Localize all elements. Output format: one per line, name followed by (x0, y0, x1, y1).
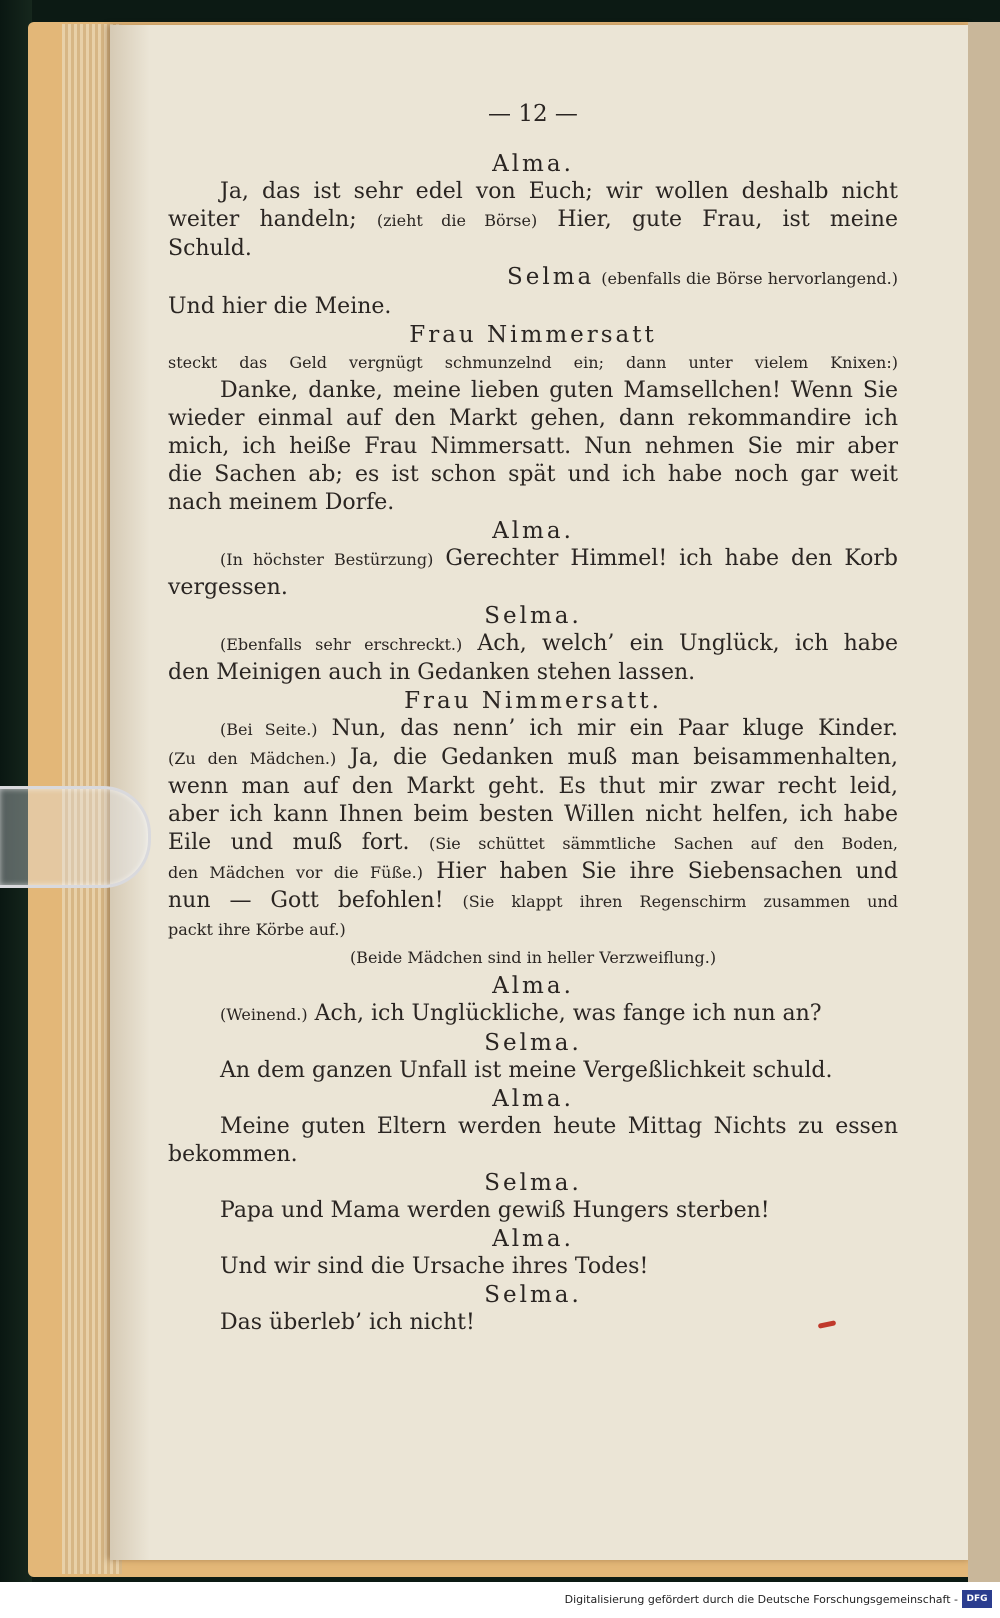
text-line (168, 858, 898, 887)
next-page-edge (968, 22, 1000, 1582)
text-line: Und wir sind die Ursache ihres Todes! (220, 1254, 649, 1279)
speaker-alma: Alma. (492, 973, 574, 999)
line-part: Ach, welch’ ein Unglück, ich habe (477, 631, 898, 656)
text-line: den Meinigen auch in Gedanken stehen lassen. (168, 660, 696, 685)
text-line: wenn man auf den Markt geht. Es thut mir zwar recht leid, (168, 774, 898, 799)
page-clip (0, 786, 151, 888)
line-part: Hier haben Sie ihre Siebensachen und (436, 859, 898, 884)
text-line: Das überleb’ ich nicht! (220, 1310, 475, 1335)
text-line: aber ich kann Ihnen beim besten Willen nicht helfen, ich habe (168, 802, 898, 827)
text-line (168, 1000, 898, 1029)
text-line: bekommen. (168, 1142, 298, 1167)
speaker-alma: Alma. (492, 151, 574, 177)
text-line (168, 744, 898, 773)
line-part: Hier, gute Frau, ist meine (557, 207, 898, 232)
speaker-frau-nimmersatt: Frau Nimmersatt. (404, 688, 662, 714)
text-line: Danke, danke, meine lieben guten Mamsellchen! Wenn Sie (220, 378, 898, 403)
text-line: vergessen. (168, 575, 288, 600)
text-line: Schuld. (168, 236, 252, 261)
text-line (168, 887, 898, 916)
speaker-selma: Selma. (484, 1170, 582, 1196)
line-part: Nun, das nenn’ ich mir ein Paar kluge Kinder. (331, 716, 898, 741)
line-part: Eile und muß fort. (168, 830, 410, 855)
speaker-line (168, 263, 898, 293)
speaker-frau-nimmersatt: Frau Nimmersatt (409, 322, 657, 348)
text-line: Und hier die Meine. (168, 294, 392, 319)
text-line: Ja, das ist sehr edel von Euch; wir wollen deshalb nicht (220, 179, 898, 204)
stage-direction: (Bei Seite.) (220, 720, 318, 739)
text-line: wieder einmal auf den Markt gehen, dann rekommandire ich (168, 406, 898, 431)
text-line: die Sachen ab; es ist schon spät und ich habe noch gar weit (168, 462, 898, 487)
text-line: mich, ich heiße Frau Nimmersatt. Nun nehmen Sie mir aber (168, 434, 898, 459)
text-line (168, 545, 898, 574)
stage-direction: (Sie schüttet sämmtliche Sachen auf den Boden, (428, 834, 898, 853)
stage-direction: (ebenfalls die Börse hervorlangend.) (601, 269, 898, 288)
text-line (168, 715, 898, 744)
footer-bar (0, 1582, 1000, 1618)
text-line (168, 206, 898, 235)
text-line: Meine guten Eltern werden heute Mittag Nichts zu essen (220, 1114, 898, 1139)
stage-direction: (In höchster Bestürzung) (220, 550, 434, 569)
footer-credit: Digitalisierung gefördert durch die Deutsche Forschungsgemeinschaft - (564, 1593, 958, 1606)
page-text (168, 100, 898, 1337)
speaker-alma: Alma. (492, 518, 574, 544)
line-part: Ja, die Gedanken muß man beisammenhalten, (350, 745, 898, 770)
speaker-selma: Selma. (484, 603, 582, 629)
line-part: Ach, ich Unglückliche, was fange ich nun an? (314, 1001, 822, 1026)
text-line (168, 829, 898, 858)
speaker-selma: Selma. (484, 1282, 582, 1308)
stage-direction: den Mädchen vor die Füße.) (168, 863, 423, 882)
text-line (168, 630, 898, 659)
line-part: weiter handeln; (168, 207, 357, 232)
stage-direction: (Ebenfalls sehr erschreckt.) (220, 635, 463, 654)
page-number: — 12 — (488, 101, 578, 127)
stage-direction: packt ihre Körbe auf.) (168, 920, 346, 939)
line-part: nun — Gott befohlen! (168, 888, 444, 913)
text-line: An dem ganzen Unfall ist meine Vergeßlichkeit schuld. (220, 1058, 833, 1083)
text-line: nach meinem Dorfe. (168, 490, 395, 515)
speaker-selma: Selma. (484, 1030, 582, 1056)
text-line: Papa und Mama werden gewiß Hungers sterben! (220, 1198, 770, 1223)
stage-direction: steckt das Geld vergnügt schmunzelnd ein; dann unter vielem Knixen:) (168, 353, 898, 372)
speaker-selma: Selma (507, 264, 595, 290)
speaker-alma: Alma. (492, 1086, 574, 1112)
stage-direction: (Beide Mädchen sind in heller Verzweiflung.) (349, 948, 717, 967)
stage-direction: (Sie klappt ihren Regenschirm zusammen und (462, 892, 898, 911)
stage-direction: (Zu den Mädchen.) (168, 749, 337, 768)
dfg-logo: DFG (962, 1590, 992, 1608)
speaker-alma: Alma. (492, 1226, 574, 1252)
line-part: Gerechter Himmel! ich habe den Korb (445, 546, 899, 571)
stage-direction: (Weinend.) (220, 1005, 308, 1024)
stage-direction: (zieht die Börse) (376, 211, 538, 230)
